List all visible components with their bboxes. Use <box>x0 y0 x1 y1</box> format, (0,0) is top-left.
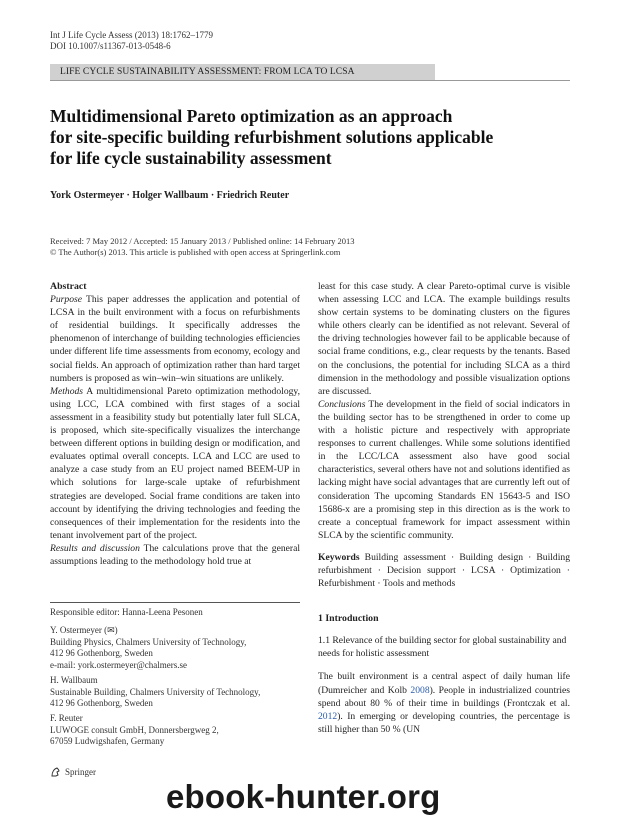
author-list: York Ostermeyer · Holger Wallbaum · Friedrich Reuter <box>50 190 290 201</box>
keywords-label: Keywords <box>318 551 360 563</box>
title-line: for life cycle sustainability assessment <box>50 148 332 168</box>
section-label: LIFE CYCLE SUSTAINABILITY ASSESSMENT: FROM LCA TO LCSA <box>60 67 355 77</box>
title-line: for site-specific building refurbishment solutions applicable <box>50 127 494 147</box>
purpose-label: Purpose <box>50 294 82 306</box>
intro-text: ). In emerging or developing countries, the percentage is still higher than 50 % (UN <box>318 710 570 735</box>
title-line: Multidimensional Pareto optimization as an approach <box>50 106 453 126</box>
affiliation-name: H. Wallbaum <box>50 675 98 685</box>
affiliation-block <box>50 675 260 710</box>
affiliation-city: 412 96 Gothenborg, Sweden <box>50 698 153 709</box>
results-continued: least for this case study. A clear Pareto-optimal curve is visible when assessing LCC and LCA. The example buildings results show certain systems to be dominating clusters on the figures while others clearly can be identified as not relevant. Several of the driving technologies however fail to be applicable because of social frame conditions, e.g., clear requests by the tenants. Based on the conclusions, the potential for including SLCA as a third dimension in the methodology and possible visualization options are discussed. <box>318 281 570 397</box>
watermark: ebook-hunter.org <box>166 778 441 815</box>
responsible-editor: Responsible editor: Hanna-Leena Pesonen <box>50 607 203 617</box>
doi: DOI 10.1007/s11367-013-0548-6 <box>50 41 171 51</box>
purpose-text: This paper addresses the application and potential of LCSA in the built environment with a focus on refurbishments of residential buildings. It specifically addresses the phenomenon of interchange of building technologies efficiencies under different life time assessments from economy, ecology and social fields. An approach of optimization rather than hard target numbers is proposed as win–win–win situations are unlikely. <box>50 294 301 384</box>
header-divider <box>50 80 570 81</box>
methods-text: A multidimensional Pareto optimization methodology, using LCC, LCA combined with first stages of a social assessment in a feasibility study but potentially later full SLCA, is proposed, which site-specifically visualizes the interchange between different options in building design or modification, and evaluates optimal overall concepts. LCA and LCC are used to analyze a case study from an EU project named BEEM-UP in which solutions for large-scale uptake of refurbishment strategies are developed. Social frame conditions are taken into account by identifying the driving technologies and feeding the consequences of their implementation for the residents into the tenant involvement part of the project. <box>50 385 301 541</box>
affiliation-name: Y. Ostermeyer (✉) <box>50 625 118 635</box>
springer-horse-icon <box>50 766 62 778</box>
affiliation-org: LUWOGE consult GmbH, Donnersbergweg 2, <box>50 724 219 735</box>
keywords-text: Building assessment · Building design · Building refurbishment · Decision support · LCSA · Optimization · Refurbishment · Tools and methods <box>318 551 570 590</box>
article-title <box>50 106 570 169</box>
intro-paragraph <box>318 670 570 735</box>
intro-text: The built environment is a central aspect of daily human life (Dumreicher and Kolb <box>318 671 570 696</box>
affiliation-block <box>50 625 246 671</box>
open-access-notice: © The Author(s) 2013. This article is published with open access at Springerlink.com <box>50 247 341 257</box>
keywords <box>318 551 570 590</box>
footnote-divider <box>50 602 300 603</box>
abstract-conclusions <box>318 398 570 542</box>
affiliation-org: Sustainable Building, Chalmers University of Technology, <box>50 686 261 697</box>
abstract-heading: Abstract <box>50 281 87 292</box>
citation-link[interactable]: 2008 <box>410 684 430 696</box>
intro-subheading: 1.1 Relevance of the building sector for global sustainability and needs for holistic assessment <box>318 635 567 660</box>
journal-citation: Int J Life Cycle Assess (2013) 18:1762–1779 <box>50 30 213 40</box>
conclusions-text: The development in the field of social indicators in the building sector has to be strengthened in order to come up with a holistic picture and respectively with appropriate responses to current challenges. While some solutions identified in the LCC/LCA assessment also have good social characteristics, several others have not and solutions identified as lacking might have social advantages that are currently left out of consideration The upcoming Standards EN 15643-5 and ISO 15686-x are a promising step in this direction as is the work to create a conceptual framework for impact assessment within SLCA by the scientific community. <box>318 398 570 541</box>
abstract-results <box>50 542 300 568</box>
affiliation-email[interactable]: e-mail: york.ostermeyer@chalmers.se <box>50 659 187 670</box>
affiliation-city: 67059 Ludwigshafen, Germany <box>50 736 165 747</box>
intro-heading: 1 Introduction <box>318 613 379 625</box>
affiliation-name: F. Reuter <box>50 713 83 723</box>
section-band <box>50 64 435 80</box>
affiliation-org: Building Physics, Chalmers University of Technology, <box>50 636 247 647</box>
abstract-right-column <box>318 280 570 736</box>
citation-link[interactable]: 2012 <box>318 710 338 722</box>
publisher-mark <box>50 766 96 778</box>
publisher-name: Springer <box>65 767 96 777</box>
results-label: Results and discussion <box>50 542 140 554</box>
affiliation-block <box>50 713 219 748</box>
conclusions-label: Conclusions <box>318 398 366 410</box>
results-text: The calculations prove that the general assumptions leading to the methodology hold true at <box>50 542 300 567</box>
abstract-purpose <box>50 293 300 385</box>
abstract-left-column <box>50 280 300 568</box>
methods-label: Methods <box>50 385 84 397</box>
intro-text: ). People in industrialized countries spend about 80 % of their time in buildings (Frontczak et al. <box>318 684 570 709</box>
abstract-methods <box>50 385 300 542</box>
article-dates: Received: 7 May 2012 / Accepted: 15 January 2013 / Published online: 14 February 2013 <box>50 236 355 246</box>
affiliation-city: 412 96 Gothenborg, Sweden <box>50 648 153 659</box>
